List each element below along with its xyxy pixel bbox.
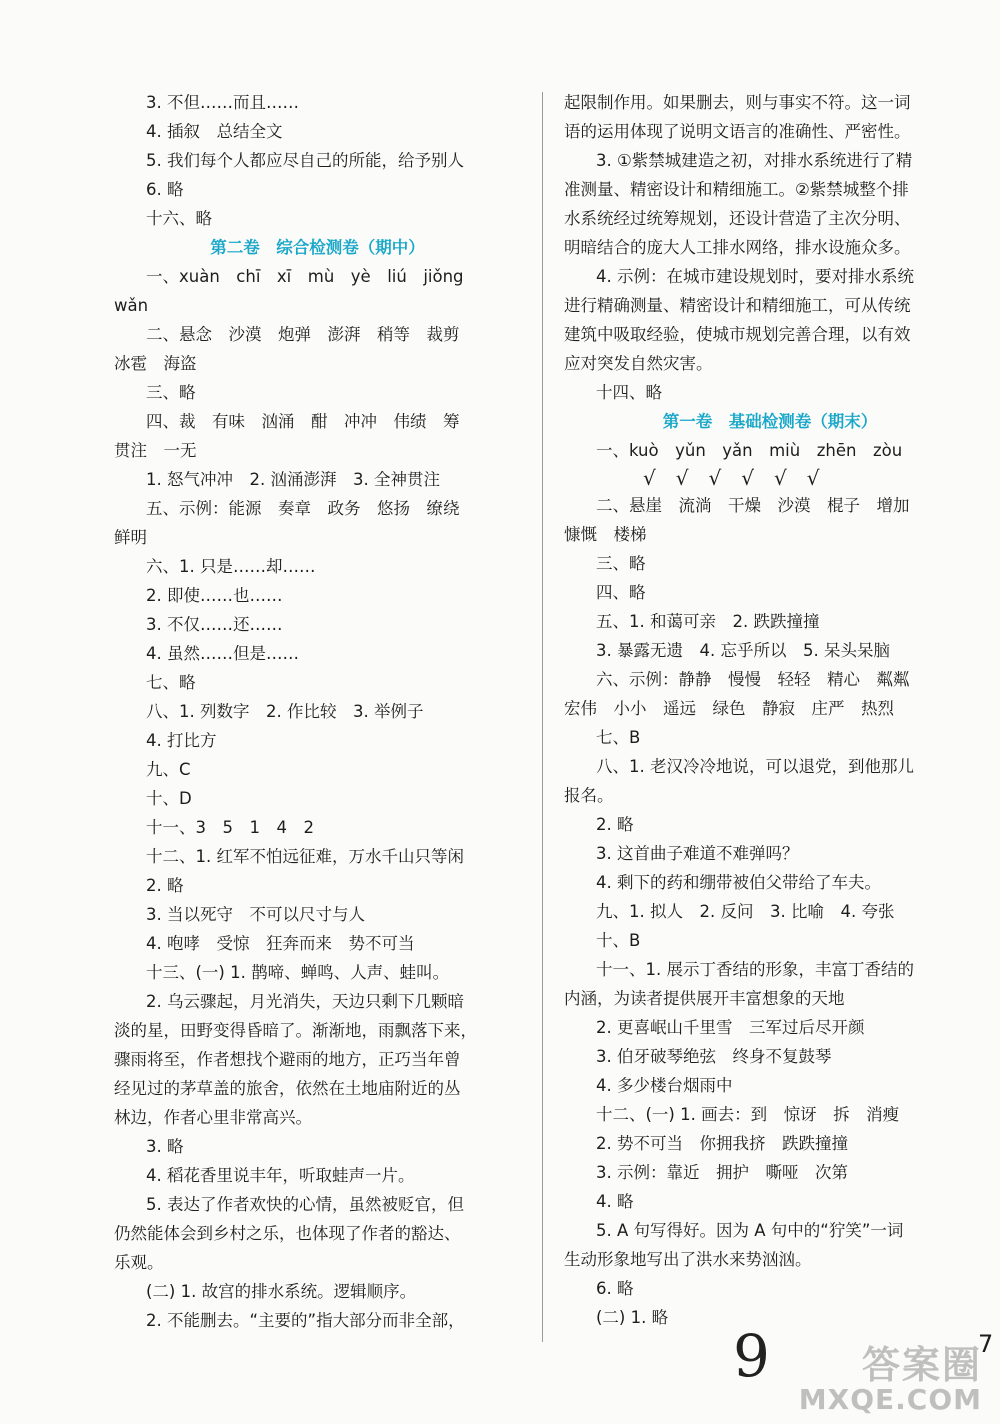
answer-line: 五、示例：能源 奏章 政务 悠扬 缭绕 — [146, 499, 460, 518]
answer-line: 十六、略 — [146, 209, 212, 228]
answer-line: 2. 更喜岷山千里雪 三军过后尽开颜 — [596, 1018, 865, 1037]
answer-line: (二) 1. 略 — [596, 1308, 669, 1327]
answer-line: 2. 不能删去。“主要的”指大部分而非全部， — [146, 1311, 465, 1330]
answer-line: 2. 乌云骤起，月光消失，天边只剩下几颗暗 — [146, 992, 464, 1011]
answer-continuation-line: 准测量、精密设计和精细施工。②紫禁城整个排 — [564, 180, 909, 199]
answer-line: 三、略 — [596, 554, 646, 573]
answer-line: 5. 我们每个人都应尽自己的所能，给予别人 — [146, 151, 464, 170]
answer-line: 4. 略 — [596, 1192, 634, 1211]
answer-continuation-line: 慷慨 楼梯 — [564, 525, 647, 544]
answer-line: 2. 略 — [146, 876, 184, 895]
answer-line: 3. 略 — [146, 1137, 184, 1156]
answer-continuation-line: wǎn — [114, 296, 149, 315]
answer-line: 四、裁 有味 汹涌 酣 冲冲 伟绩 筹 — [146, 412, 460, 431]
answer-continuation-line: 建筑中吸取经验，使城市规划完善合理，以有效 — [564, 325, 911, 344]
answer-line: 七、B — [596, 728, 641, 747]
answer-line: (二) 1. 故宫的排水系统。逻辑顺序。 — [146, 1282, 417, 1301]
answer-continuation-line: 经见过的茅草盖的旅舍，依然在土地庙附近的丛 — [114, 1079, 461, 1098]
answer-line: 2. 势不可当 你拥我挤 跌跌撞撞 — [596, 1134, 848, 1153]
answer-line: 七、略 — [146, 673, 196, 692]
answer-line: 六、示例：静静 慢慢 轻轻 精心 粼粼 — [596, 670, 910, 689]
section-heading: 第一卷 基础检测卷（期末） — [662, 412, 878, 431]
answer-line: 四、略 — [596, 583, 646, 602]
answer-continuation-line: 语的运用体现了说明文语言的准确性、严密性。 — [564, 122, 911, 141]
answer-line: 1. 怒气冲冲 2. 汹涌澎湃 3. 全神贯注 — [146, 470, 440, 489]
checkmark-row: √ √ √ √ √ √ — [643, 466, 820, 490]
watermark-url: MXQE.COM — [798, 1383, 982, 1416]
answer-line: 五、1. 和蔼可亲 2. 跌跌撞撞 — [596, 612, 820, 631]
answer-continuation-line: 宏伟 小小 遥远 绿色 静寂 庄严 热烈 — [564, 699, 894, 718]
answer-line: 2. 即使……也…… — [146, 586, 283, 605]
answer-continuation-line: 明暗结合的庞大人工排水网络，排水设施众多。 — [564, 238, 911, 257]
right-column — [560, 88, 980, 1332]
answer-continuation-line: 林边，作者心里非常高兴。 — [114, 1108, 312, 1127]
watermark-logo — [798, 1334, 992, 1416]
answer-line: 十一、1. 展示丁香结的形象，丰富丁香结的 — [596, 960, 914, 979]
answer-continuation-line: 贯注 一无 — [114, 441, 197, 460]
answer-line: 九、1. 拟人 2. 反问 3. 比喻 4. 夸张 — [596, 902, 895, 921]
column-divider — [542, 92, 543, 1342]
watermark-text: 答案圈 — [861, 1343, 982, 1387]
answer-line: 一、xuàn chī xī mù yè liú jiǒng — [146, 267, 464, 286]
answer-line: 十、D — [146, 789, 192, 808]
answer-line: 5. A 句写得好。因为 A 句中的“狞笑”一词 — [596, 1221, 904, 1240]
answer-line: 4. 稻花香里说丰年，听取蛙声一片。 — [146, 1166, 415, 1185]
answer-line: 3. 这首曲子难道不难弹吗？ — [596, 844, 799, 863]
answer-continuation-line: 进行精确测量、精密设计和精细施工，可从传统 — [564, 296, 911, 315]
answer-line: 3. 伯牙破琴绝弦 终身不复鼓琴 — [596, 1047, 832, 1066]
answer-line: 八、1. 老汉冷冷地说，可以退党，到他那儿 — [596, 757, 914, 776]
answer-line: 二、悬念 沙漠 炮弹 澎湃 稍等 裁剪 — [146, 325, 460, 344]
answer-continuation-line: 起限制作用。如果删去，则与事实不符。这一词 — [564, 93, 911, 112]
answer-continuation-line: 报名。 — [564, 786, 614, 805]
answer-continuation-line: 水系统经过统筹规划，还设计营造了主次分明、 — [564, 209, 911, 228]
section-heading: 第二卷 综合检测卷（期中） — [210, 238, 425, 257]
answer-line: 4. 剩下的药和绷带被伯父带给了车夫。 — [596, 873, 881, 892]
answer-line: 十一、3 5 1 4 2 — [146, 818, 314, 837]
answer-continuation-line: 乐观。 — [114, 1253, 164, 1272]
answer-line: 4. 示例：在城市建设规划时，要对排水系统 — [596, 267, 914, 286]
answer-line: 八、1. 列数字 2. 作比较 3. 举例子 — [146, 702, 424, 721]
answer-line: 2. 略 — [596, 815, 634, 834]
answer-continuation-line: 仍然能体会到乡村之乐，也体现了作者的豁达、 — [114, 1224, 461, 1243]
answer-line: 4. 打比方 — [146, 731, 217, 750]
page-number: 7 — [978, 1330, 994, 1358]
answer-continuation-line: 冰雹 海盗 — [114, 354, 197, 373]
answer-continuation-line: 鲜明 — [114, 528, 147, 547]
answer-line: 十二、(一) 1. 画去：到 惊讶 拆 消瘦 — [596, 1105, 900, 1124]
answer-line: 4. 插叙 总结全文 — [146, 122, 283, 141]
handwritten-number: 9 — [733, 1322, 770, 1390]
answer-line: 3. ①紫禁城建造之初，对排水系统进行了精 — [596, 151, 913, 170]
answer-line: 一、kuò yǔn yǎn miù zhēn zòu — [596, 441, 903, 460]
answer-line: 6. 略 — [146, 180, 184, 199]
answer-line: 3. 暴露无遗 4. 忘乎所以 5. 呆头呆脑 — [596, 641, 890, 660]
answer-line: 4. 多少楼台烟雨中 — [596, 1076, 733, 1095]
answer-line: 5. 表达了作者欢快的心情，虽然被贬官，但 — [146, 1195, 464, 1214]
answer-line: 二、悬崖 流淌 干燥 沙漠 棍子 增加 — [596, 496, 910, 515]
answer-continuation-line: 淡的星，田野变得昏暗了。渐渐地，雨飘落下来， — [114, 1021, 477, 1040]
answer-line: 九、C — [146, 760, 191, 779]
answer-line: 三、略 — [146, 383, 196, 402]
answer-line: 3. 不仅……还…… — [146, 615, 283, 634]
answer-line: 3. 当以死守 不可以尺寸与人 — [146, 905, 365, 924]
answer-line: 十二、1. 红军不怕远征难，万水千山只等闲 — [146, 847, 464, 866]
answer-line: 十三、(一) 1. 鹊啼、蝉鸣、人声、蛙叫。 — [146, 963, 450, 982]
answer-continuation-line: 应对突发自然灾害。 — [564, 354, 713, 373]
answer-line: 4. 咆哮 受惊 狂奔而来 势不可当 — [146, 934, 415, 953]
answer-line: 6. 略 — [596, 1279, 634, 1298]
answer-line: 3. 不但……而且…… — [146, 93, 299, 112]
answer-line: 4. 虽然……但是…… — [146, 644, 299, 663]
answer-line: 十四、略 — [596, 383, 662, 402]
left-column — [110, 88, 525, 1335]
answer-line: 3. 示例：靠近 拥护 嘶哑 次第 — [596, 1163, 848, 1182]
answer-line: 十、B — [596, 931, 641, 950]
answer-continuation-line: 内涵，为读者提供展开丰富想象的天地 — [564, 989, 845, 1008]
answer-line: 六、1. 只是……却…… — [146, 557, 316, 576]
answer-continuation-line: 生动形象地写出了洪水来势汹汹。 — [564, 1250, 812, 1269]
answer-continuation-line: 骤雨将至，作者想找个避雨的地方，正巧当年曾 — [114, 1050, 461, 1069]
